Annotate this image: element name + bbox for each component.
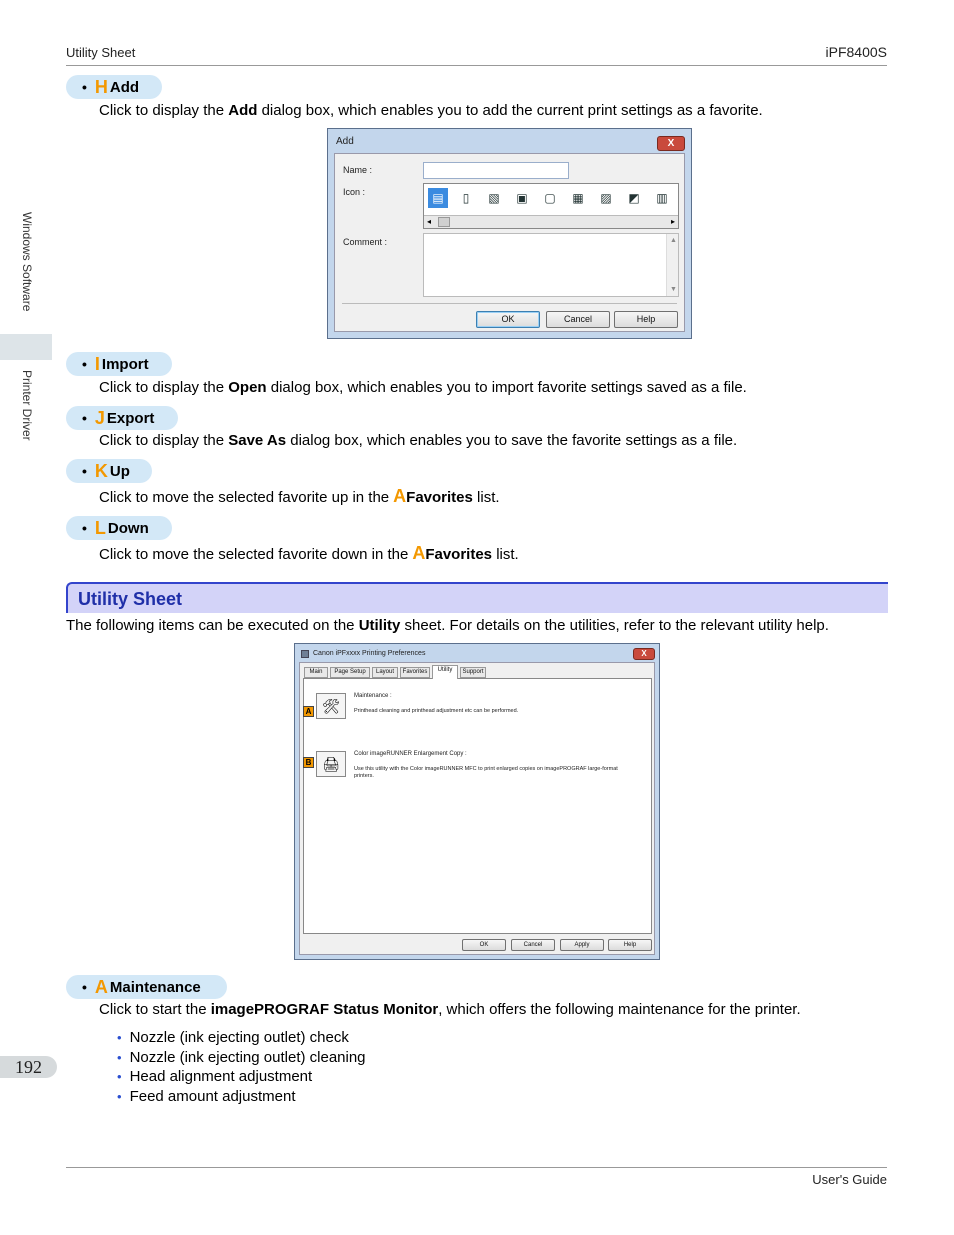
dialog-separator [342, 303, 677, 304]
item-letter: J [94, 407, 105, 428]
maintenance-desc: Printhead cleaning and printhead adjustment etc can be performed. [354, 708, 519, 714]
scroll-left-icon[interactable]: ◂ [427, 217, 432, 226]
scroll-up-icon[interactable]: ▲ [670, 237, 677, 244]
comment-textarea[interactable] [423, 233, 679, 297]
item-letter: I [94, 353, 100, 374]
item-label: Import [101, 355, 149, 373]
item-letter: H [94, 76, 108, 97]
name-label: Name : [343, 165, 373, 175]
item-letter: K [94, 460, 108, 481]
running-header-section: Utility Sheet [66, 45, 136, 60]
section-intro: The following items can be executed on the Utility sheet. For details on the utilities, refer to the relevant utility help. [66, 617, 829, 634]
item-label: Add [109, 78, 140, 96]
add-dialog [327, 128, 692, 339]
grid-icon[interactable]: ▦ [572, 191, 584, 205]
add-dialog-title: Add [336, 136, 354, 147]
maintenance-list [117, 1028, 366, 1106]
tab-main[interactable]: Main [304, 667, 328, 678]
chart-icon[interactable]: ▨ [600, 191, 612, 205]
item-desc-up: Click to move the selected favorite up in the AFavorites list. [99, 486, 500, 506]
utility-dialog [294, 643, 660, 960]
section-heading-bar [66, 582, 888, 613]
list-item: • Nozzle (ink ejecting outlet) cleaning [117, 1048, 366, 1066]
item-letter: L [94, 517, 106, 538]
callout-marker-a: A [303, 706, 314, 717]
tab-favorites[interactable]: Favorites [400, 667, 430, 678]
item-desc-maintenance: Click to start the imagePROGRAF Status Monitor, which offers the following maintenance for the printer. [99, 1001, 801, 1018]
add-dialog-body [334, 153, 685, 332]
ok-button[interactable]: OK [462, 939, 506, 951]
callout-marker-b: B [303, 757, 314, 768]
report-icon[interactable]: ▥ [656, 191, 668, 205]
side-tab-windows-software: Windows Software [20, 212, 34, 312]
header-rule [66, 65, 887, 66]
printer-app-icon [301, 650, 309, 658]
copier-icon: 🖨 [322, 755, 340, 772]
item-heading-down: • L Down [66, 516, 172, 540]
item-heading-export: • J Export [66, 406, 178, 430]
help-button[interactable]: Help [614, 311, 678, 328]
icon-picker[interactable] [423, 183, 679, 229]
icon-picker-scrollbar[interactable] [424, 215, 678, 228]
comment-scrollbar[interactable] [666, 234, 678, 296]
list-item: • Nozzle (ink ejecting outlet) check [117, 1029, 349, 1047]
cancel-button[interactable]: Cancel [546, 311, 610, 328]
scroll-down-icon[interactable]: ▼ [670, 286, 677, 293]
list-item: • Feed amount adjustment [117, 1087, 296, 1105]
item-label: Export [106, 409, 155, 427]
list-item: • Head alignment adjustment [117, 1068, 313, 1086]
ok-button[interactable]: OK [476, 311, 540, 328]
tab-utility[interactable]: Utility [432, 665, 458, 679]
item-desc-add: Click to display the Add dialog box, which enables you to add the current print settings as a favorite. [99, 102, 763, 119]
item-label: Down [107, 519, 149, 537]
item-label: Maintenance [109, 978, 201, 996]
item-heading-import: • I Import [66, 352, 172, 376]
maintenance-name: Maintenance : [354, 693, 392, 699]
item-heading-maintenance: • A Maintenance [66, 975, 227, 999]
tab-support[interactable]: Support [460, 667, 486, 678]
photo-icon[interactable]: ▣ [516, 191, 528, 205]
enlargement-copy-name: Color imageRUNNER Enlargement Copy : [354, 751, 467, 757]
maintenance-button[interactable] [316, 693, 346, 719]
list-icon[interactable]: ▤ [428, 188, 448, 208]
item-desc-import: Click to display the Open dialog box, which enables you to import favorite settings saved as a file. [99, 379, 747, 396]
name-input[interactable] [423, 162, 569, 179]
item-heading-add [66, 75, 162, 99]
item-desc-export: Click to display the Save As dialog box, which enables you to save the favorite settings as a file. [99, 432, 738, 449]
item-desc-down: Click to move the selected favorite down in the AFavorites list. [99, 543, 519, 563]
close-icon[interactable]: X [657, 136, 685, 151]
bullet: • [82, 79, 87, 95]
close-icon[interactable]: X [633, 648, 655, 660]
item-heading-up: • K Up [66, 459, 152, 483]
page-number: 192 [0, 1056, 57, 1078]
icon-label: Icon : [343, 187, 366, 197]
doc-icon[interactable]: ▯ [462, 191, 470, 205]
item-label: Up [109, 462, 130, 480]
enlargement-copy-desc: Use this utility with the Color imageRUNNER MFC to print enlarged copies on imagePROGRAF large-format printers. [354, 766, 618, 779]
help-button[interactable]: Help [608, 939, 652, 951]
scroll-right-icon[interactable]: ▸ [670, 217, 675, 226]
utility-dialog-body [299, 662, 655, 955]
add-dialog-titlebar [328, 129, 691, 153]
cancel-button[interactable]: Cancel [511, 939, 555, 951]
utility-dialog-title: Canon iPFxxxx Printing Preferences [313, 650, 426, 657]
section-title: Utility Sheet [78, 589, 183, 609]
comment-label: Comment : [343, 237, 388, 247]
footer-guide: User's Guide [812, 1172, 887, 1187]
side-tab-marker [0, 334, 52, 360]
tab-page-setup[interactable]: Page Setup [330, 667, 370, 678]
utility-panel [303, 678, 652, 934]
wrench-icon: 🛠 [322, 697, 340, 714]
apply-button[interactable]: Apply [560, 939, 604, 951]
enlargement-copy-button[interactable] [316, 751, 346, 777]
footer-rule [66, 1167, 887, 1168]
item-letter: A [94, 976, 108, 997]
poster-icon[interactable]: ◩ [628, 191, 640, 205]
page-icon[interactable]: ▢ [544, 191, 556, 205]
side-tab-printer-driver: Printer Driver [20, 370, 34, 441]
running-header-model: iPF8400S [825, 44, 887, 60]
scroll-thumb[interactable] [438, 217, 450, 227]
color-doc-icon[interactable]: ▧ [488, 191, 500, 205]
tab-layout[interactable]: Layout [372, 667, 398, 678]
